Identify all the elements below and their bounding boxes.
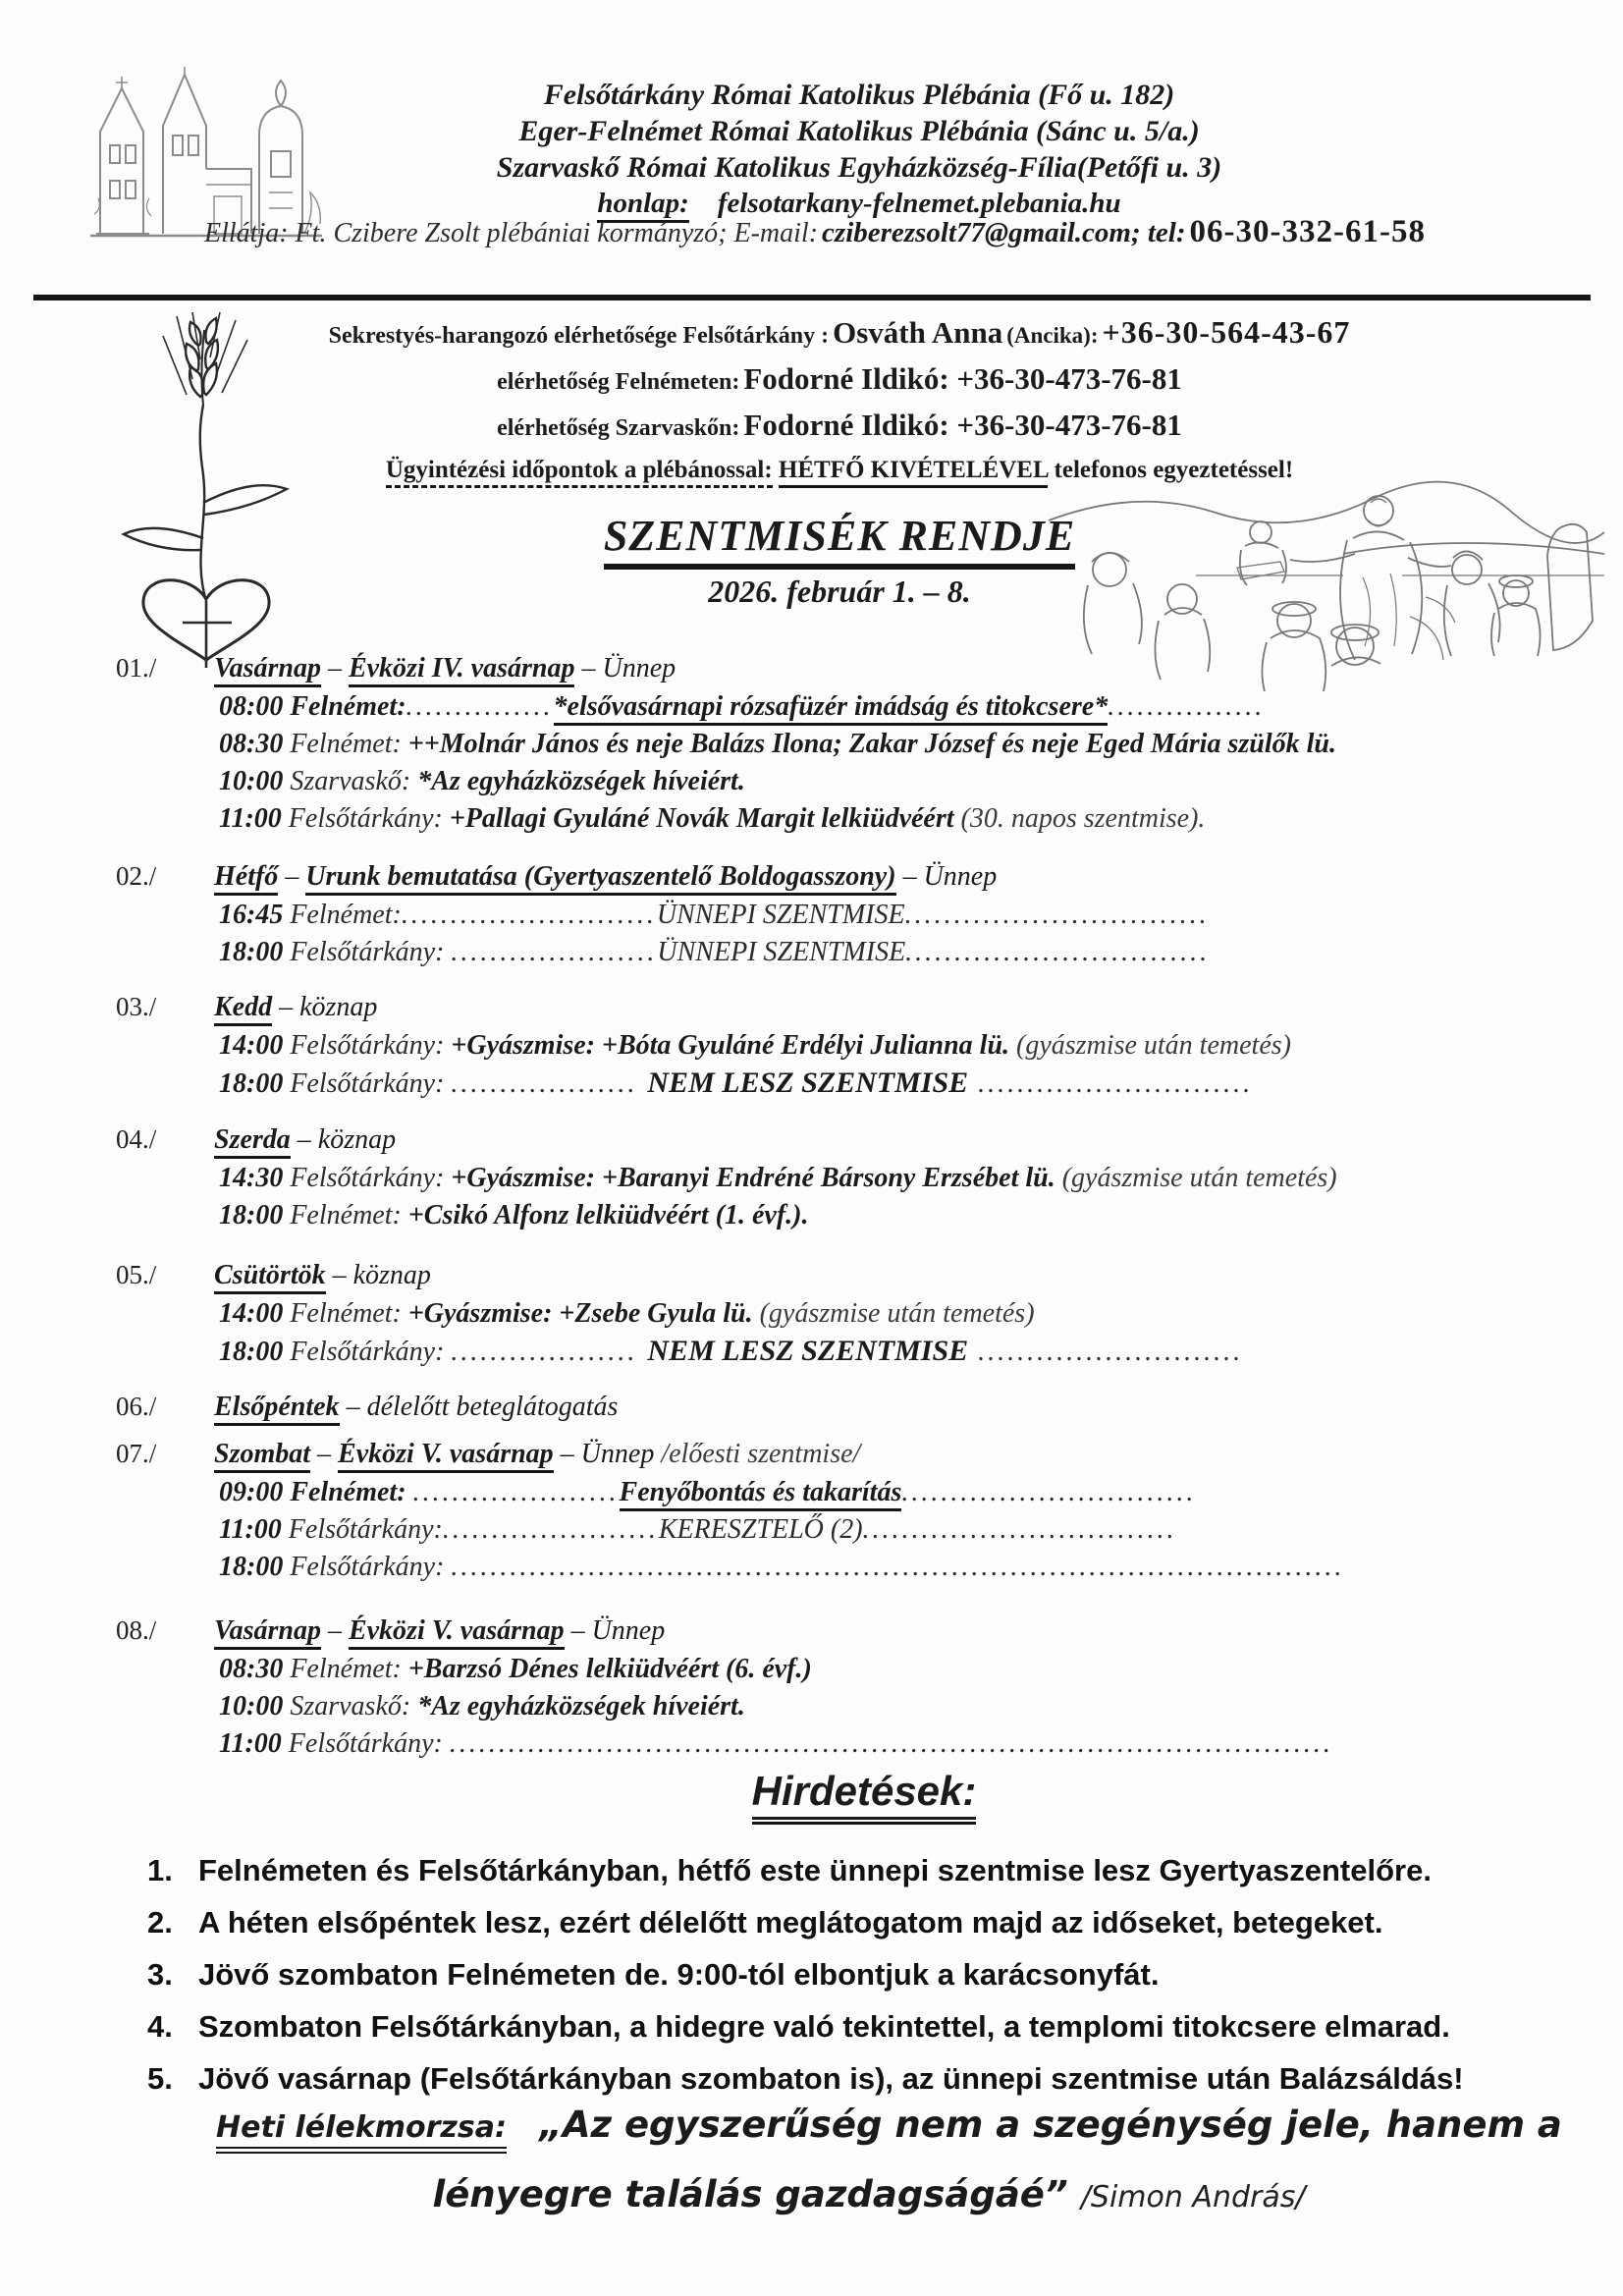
mass-line	[219, 763, 1540, 800]
announcement-text: Szombaton Felsőtárkányban, a hidegre való tekintettel, a templomi titokcsere elmarad.	[198, 2009, 1450, 2044]
text-segment: Évközi IV. vasárnap	[349, 653, 575, 687]
day-number: 02./	[116, 861, 157, 891]
text-segment: Felsőtárkány:	[288, 1728, 450, 1759]
text-segment: ...............................	[905, 937, 1211, 967]
announcement-number: 2.	[147, 1905, 173, 1940]
day-heading	[116, 648, 1540, 688]
text-segment: Csütörtök	[214, 1260, 326, 1294]
announcement-text: A héten elsőpéntek lesz, ezért délelőtt meglátogatom majd az időseket, betegeket.	[198, 1905, 1383, 1940]
announcements-list	[147, 1852, 1561, 2112]
text-segment: +Gyászmise: +Zsebe Gyula lü.	[407, 1298, 760, 1329]
day-heading	[116, 1255, 1540, 1295]
announcement-number: 3.	[147, 1957, 173, 1992]
szarvasko-label: elérhetőség Szarvaskőn:	[497, 415, 740, 441]
text-segment: Szerda	[214, 1124, 291, 1159]
text-segment: Kedd	[214, 992, 272, 1026]
text-segment: Elsőpéntek	[214, 1392, 340, 1426]
text-segment: .....................	[412, 1477, 620, 1507]
text-segment: (gyászmise után temetés)	[759, 1298, 1035, 1329]
homepage-label: honlap:	[597, 188, 688, 223]
homepage-url: felsotarkany-felnemet.plebania.hu	[717, 188, 1121, 219]
text-segment: +Csikó Alfonz lelkiüdvéért (1. évf.).	[407, 1200, 809, 1230]
text-segment: Felsőtárkány:	[290, 937, 452, 967]
announcement-item-1	[147, 1852, 1561, 1888]
day-heading	[116, 1434, 1540, 1474]
announcement-text: Jövő szombaton Felnémeten de. 9:00-tól elbontjuk a karácsonyfát.	[198, 1957, 1160, 1992]
text-segment: ................	[1108, 691, 1266, 722]
text-segment: ÜNNEPI SZENTMISE	[657, 937, 906, 967]
text-segment: Szombat	[214, 1439, 310, 1473]
text-segment: – köznap	[272, 992, 378, 1022]
schedule-day-8	[116, 1611, 1540, 1763]
quote-text-1: „Az egyszerűség nem a szegénység jele, hanem a	[539, 2104, 1562, 2146]
text-segment: ...............................	[904, 900, 1210, 930]
mass-line	[219, 897, 1540, 934]
day-number: 05./	[116, 1260, 157, 1289]
text-segment: 10:00	[219, 1691, 291, 1722]
text-segment: Felsőtárkány:	[290, 1337, 452, 1367]
text-segment: 18:00	[219, 1068, 291, 1099]
mass-line	[219, 1333, 1540, 1371]
announcements-title: Hirdetések:	[752, 1768, 977, 1825]
mass-line	[219, 934, 1540, 971]
text-segment: Szarvaskő:	[290, 766, 418, 796]
schedule-day-2	[116, 856, 1540, 971]
org-line-3: Szarvaskő Római Katolikus Egyházközség-Fília(Petőfi u. 3)	[496, 151, 1222, 184]
text-segment: 11:00	[219, 1514, 289, 1545]
text-segment: 08:30	[219, 1654, 291, 1684]
office-hours-exception: HÉTFŐ KIVÉTELÉVEL	[779, 457, 1048, 488]
text-segment: Szarvaskő:	[290, 1691, 418, 1722]
announcement-text: Felnémeten és Felsőtárkányban, hétfő este ünnepi szentmise lesz Gyertyaszentelőre.	[198, 1853, 1432, 1887]
mass-line	[219, 688, 1540, 726]
text-segment: Felsőtárkány:	[290, 1068, 452, 1099]
sacristan-line-felnemet	[147, 358, 1532, 405]
mass-line	[219, 1511, 1540, 1549]
text-segment: – Ünnep	[574, 653, 676, 683]
office-hours-suffix: telefonos egyeztetéssel!	[1054, 457, 1294, 483]
mass-line	[219, 1474, 1540, 1511]
text-segment: (gyászmise után temetés)	[1061, 1163, 1337, 1193]
schedule-title: SZENTMISÉK RENDJE	[604, 511, 1075, 570]
text-segment: /előesti szentmise/	[661, 1439, 861, 1469]
mass-line	[219, 1197, 1540, 1234]
text-segment: 14:00	[219, 1030, 291, 1061]
text-segment: KERESZTELŐ (2)	[658, 1514, 863, 1545]
text-segment: 16:45	[219, 900, 291, 930]
text-segment: ............................	[968, 1068, 1254, 1099]
quote-label: Heti lélekmorzsa:	[216, 2110, 507, 2154]
text-segment: ..............................	[901, 1477, 1197, 1507]
announcement-number: 5.	[147, 2061, 173, 2096]
mass-line	[219, 1651, 1540, 1688]
mass-line	[219, 1027, 1540, 1065]
schedule-date-range: 2026. február 1. – 8.	[708, 574, 971, 609]
announcement-number: 4.	[147, 2009, 173, 2044]
contact-block	[147, 312, 1532, 484]
text-segment: (30. napos szentmise).	[960, 803, 1206, 834]
schedule-day-1	[116, 648, 1540, 838]
sacristan-name: Osváth Anna	[833, 315, 1003, 350]
office-hours-label: Ügyintézési időpontok a plébánossal:	[386, 457, 773, 488]
schedule-day-7	[116, 1434, 1540, 1586]
text-segment: Felnémet:	[290, 729, 408, 759]
wheat-heart-cross-drawing	[90, 310, 324, 672]
day-number: 01./	[116, 653, 157, 683]
pastor-phone: 06-30-332-61-58	[1189, 214, 1426, 249]
text-segment: Felsőtárkány:	[290, 1163, 452, 1193]
text-segment: Felsőtárkány:	[288, 1514, 443, 1545]
text-segment: ................................	[862, 1514, 1177, 1545]
text-segment: Hétfő	[214, 861, 278, 896]
text-segment: 18:00	[219, 1337, 291, 1367]
sacristan-nickname: (Ancika):	[1006, 323, 1099, 348]
text-segment: – köznap	[290, 1124, 397, 1155]
text-segment: *Az egyházközségek híveiért.	[417, 1691, 745, 1722]
pastor-email: cziberezsolt77@gmail.com; tel:	[822, 217, 1186, 248]
day-heading	[116, 1120, 1540, 1160]
text-segment: ++Molnár János és neje Balázs Ilona; Zakar József és neje Eged Mária szülők lü.	[407, 729, 1336, 759]
day-heading	[116, 1611, 1540, 1651]
day-number: 03./	[116, 992, 157, 1021]
text-segment: 08:30	[219, 729, 291, 759]
weekly-quote-block	[216, 2102, 1562, 2215]
text-segment: ...................	[451, 1068, 648, 1099]
quote-text-2: lényegre találás gazdagságáé”	[432, 2173, 1068, 2215]
schedule-day-5	[116, 1255, 1540, 1371]
announcement-text: Jövő vasárnap (Felsőtárkányban szombaton is), az ünnepi szentmise után Balázsáldás!	[198, 2061, 1464, 2096]
text-segment: 09:00	[219, 1477, 291, 1507]
day-number: 06./	[116, 1392, 157, 1421]
schedule-title-block	[79, 511, 1600, 613]
text-segment: ...................	[451, 1337, 648, 1367]
text-segment: – köznap	[325, 1260, 431, 1290]
mass-line	[219, 1295, 1540, 1333]
text-segment: NEM LESZ SZENTMISE	[647, 1335, 969, 1367]
text-segment: ...............	[406, 691, 554, 722]
schedule-day-3	[116, 987, 1540, 1103]
day-heading	[116, 1387, 1540, 1427]
sacristan-line-szarvasko	[147, 405, 1532, 451]
header-text-block	[295, 77, 1424, 221]
mass-line	[219, 1725, 1540, 1763]
day-heading	[116, 987, 1540, 1027]
text-segment: +Barzsó Dénes lelkiüdvéért (6. évf.)	[407, 1654, 812, 1684]
sacristan-phone: +36-30-564-43-67	[1102, 314, 1351, 350]
text-segment: –	[320, 653, 349, 683]
announcement-item-3	[147, 1956, 1561, 1993]
text-segment: Vasárnap	[214, 653, 321, 687]
text-segment: Urunk bemutatása (Gyertyaszentelő Boldogasszony)	[305, 861, 895, 896]
mass-line	[219, 726, 1540, 763]
mass-line	[219, 1549, 1540, 1586]
text-segment: Felnémet:	[290, 1654, 408, 1684]
announcement-number: 1.	[147, 1853, 173, 1887]
szarvasko-contact: Fodorné Ildikó: +36-30-473-76-81	[743, 408, 1182, 442]
text-segment: *Az egyházközségek híveiért.	[417, 766, 745, 796]
org-line-1: Felsőtárkány Római Katolikus Plébánia (Fő u. 182)	[543, 79, 1175, 111]
day-heading	[116, 856, 1540, 897]
text-segment: ÜNNEPI SZENTMISE	[656, 900, 905, 930]
pastor-contact-line	[79, 214, 1551, 250]
day-number: 04./	[116, 1124, 157, 1154]
schedule-day-4	[116, 1120, 1540, 1234]
text-segment: – délelőtt beteglátogatás	[339, 1392, 619, 1422]
announcements-title-block	[79, 1768, 1623, 1825]
quote-line-2	[216, 2173, 1522, 2215]
announcement-item-2	[147, 1904, 1561, 1941]
text-segment: ...........................	[968, 1337, 1244, 1367]
text-segment: (gyászmise után temetés)	[1016, 1030, 1291, 1061]
felnemet-contact: Fodorné Ildikó: +36-30-473-76-81	[743, 361, 1182, 396]
text-segment: *elsővasárnapi rózsafüzér imádság és titokcsere*	[554, 691, 1109, 726]
text-segment: Vasárnap	[214, 1615, 321, 1650]
text-segment: 18:00	[219, 1200, 291, 1230]
text-segment: – Ünnep	[553, 1439, 662, 1469]
text-segment: 08:00	[219, 691, 291, 722]
text-segment: –	[310, 1439, 339, 1469]
text-segment: Felnémet:	[290, 1200, 408, 1230]
text-segment: ...........................................................................................	[451, 1552, 1345, 1582]
text-segment: 14:30	[219, 1163, 291, 1193]
text-segment: +Pallagi Gyuláné Novák Margit lelkiüdvéért	[449, 803, 961, 834]
text-segment: Felnémet:	[290, 691, 406, 722]
text-segment: Felsőtárkány:	[290, 1552, 452, 1582]
sacristan-line-felsotarkany	[147, 312, 1532, 358]
text-segment: 18:00	[219, 937, 291, 967]
text-segment: NEM LESZ SZENTMISE	[647, 1066, 969, 1099]
header-divider	[33, 295, 1591, 301]
text-segment: 10:00	[219, 766, 291, 796]
mass-line	[219, 1065, 1540, 1103]
pastor-prefix: Ellátja: Ft. Czibere Zsolt plébániai kormányzó; E-mail:	[204, 218, 819, 248]
announcement-item-4	[147, 2008, 1561, 2045]
text-segment: ......................	[442, 1514, 659, 1545]
text-segment: – Ünnep	[564, 1615, 666, 1646]
mass-line	[219, 1160, 1540, 1197]
text-segment: +Gyászmise: +Bóta Gyuláné Erdélyi Julianna lü.	[451, 1030, 1017, 1061]
text-segment: –	[320, 1615, 349, 1646]
text-segment: +Gyászmise: +Baranyi Endréné Bársony Erzsébet lü.	[451, 1163, 1062, 1193]
mass-line	[219, 1688, 1540, 1725]
text-segment: 11:00	[219, 1728, 289, 1759]
text-segment: Évközi V. vasárnap	[349, 1615, 565, 1650]
sacristan-label: Sekrestyés-harangozó elérhetősége Felsőtárkány :	[328, 323, 830, 349]
text-segment: Felnémet:	[290, 1477, 413, 1507]
text-segment: Fenyőbontás és takarítás	[620, 1477, 902, 1511]
text-segment: –	[278, 861, 306, 892]
announcement-item-5	[147, 2060, 1561, 2097]
text-segment: Felnémet:	[290, 1298, 408, 1329]
quote-line-1	[216, 2102, 1562, 2156]
text-segment: ..........................	[401, 900, 657, 930]
mass-line	[219, 800, 1540, 838]
text-segment: Felsőtárkány:	[288, 803, 450, 834]
org-line-2: Eger-Felnémet Római Katolikus Plébánia (Sánc u. 5/a.)	[518, 115, 1200, 147]
text-segment: .....................	[451, 937, 658, 967]
text-segment: 11:00	[219, 803, 289, 834]
day-number: 08./	[116, 1615, 157, 1645]
schedule-day-6	[116, 1387, 1540, 1427]
felnemet-label: elérhetőség Felnémeten:	[497, 369, 740, 395]
text-segment: Felnémet:	[290, 900, 402, 930]
text-segment: 14:00	[219, 1298, 291, 1329]
quote-author: /Simon András/	[1080, 2180, 1306, 2214]
day-number: 07./	[116, 1439, 157, 1468]
text-segment: Felsőtárkány:	[290, 1030, 452, 1061]
text-segment: – Ünnep	[895, 861, 998, 892]
text-segment: ..........................................................................................	[449, 1728, 1333, 1759]
text-segment: Évközi V. vasárnap	[338, 1439, 554, 1473]
text-segment: 18:00	[219, 1552, 291, 1582]
